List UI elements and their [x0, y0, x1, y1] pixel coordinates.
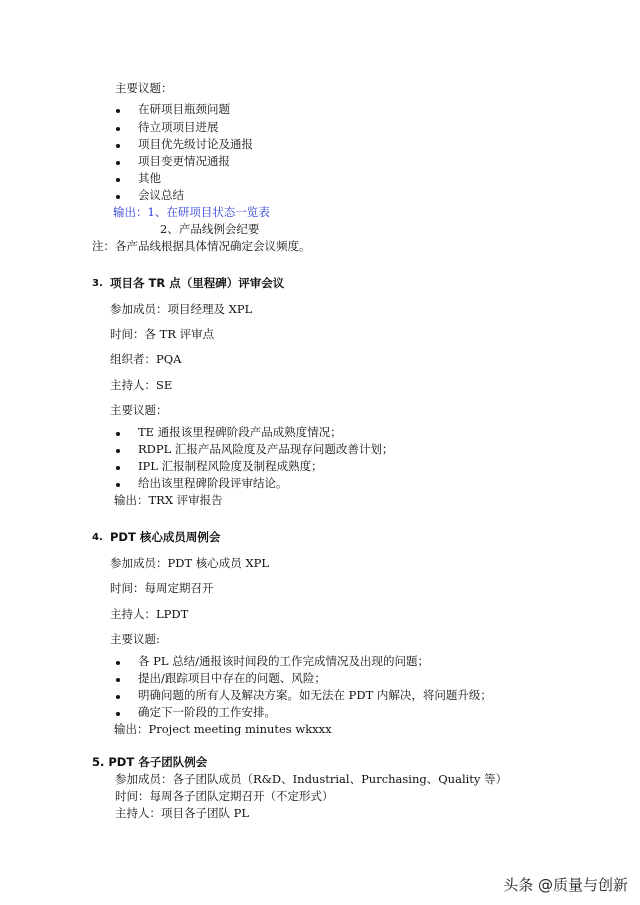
host: 主持人：项目各子团队 PL — [115, 806, 250, 820]
bullet-dot — [116, 144, 120, 148]
list-item: 提出/跟踪项目中存在的问题、风险； — [138, 671, 326, 685]
section-heading: 5. PDT 各子团队例会 — [92, 755, 208, 769]
time: 时间：各 TR 评审点 — [110, 327, 215, 341]
bullet-dot — [116, 161, 120, 165]
bullet-dot — [116, 712, 120, 716]
list-item: TE 通报该里程碑阶段产品成熟度情况； — [138, 425, 342, 439]
host: 主持人：SE — [110, 378, 173, 392]
bullet-dot — [116, 695, 120, 699]
list-item: 明确问题的所有人及解决方案。如无法在 PDT 内解决，将问题升级； — [138, 688, 492, 702]
organizer: 组织者：PQA — [110, 352, 182, 366]
list-item: 在研项目瓶颈问题 — [138, 102, 230, 116]
bullet-dot — [116, 449, 120, 453]
list-item: 各 PL 总结/通报该时间段的工作完成情况及出现的问题； — [138, 654, 430, 668]
list-item: 给出该里程碑阶段评审结论。 — [138, 476, 288, 490]
output-line-2: 2、产品线例会纪要 — [160, 222, 260, 236]
list-item: 项目变更情况通报 — [138, 154, 230, 168]
host: 主持人：LPDT — [110, 607, 189, 621]
list-item: 待立项项目进展 — [138, 120, 219, 134]
list-item: 确定下一阶段的工作安排。 — [138, 705, 276, 719]
list-item: RDPL 汇报产品风险度及产品现存问题改善计划； — [138, 442, 394, 456]
participants: 参加成员：各子团队成员（R&D、Industrial、Purchasing、Quality 等） — [115, 772, 508, 786]
bullet-dot — [116, 178, 120, 182]
bullet-dot — [116, 127, 120, 131]
section-number: 3. — [92, 278, 103, 289]
list-item: 会议总结 — [138, 188, 184, 202]
bullet-dot — [116, 195, 120, 199]
output-line-1: 输出：1、在研项目状态一览表 — [113, 205, 270, 219]
bullet-dot — [116, 661, 120, 665]
time: 时间：每周各子团队定期召开（不定形式） — [115, 789, 334, 803]
bullet-dot — [116, 432, 120, 436]
bullet-dot — [116, 483, 120, 487]
output-line: 输出：Project meeting minutes wkxxx — [114, 722, 332, 736]
bullet-dot — [116, 466, 120, 470]
bullet-dot — [116, 109, 120, 113]
section-heading: PDT 核心成员周例会 — [110, 530, 221, 544]
agenda-label: 主要议题: — [110, 632, 160, 646]
section-heading: 项目各 TR 点（里程碑）评审会议 — [110, 276, 285, 290]
list-item: 项目优先级讨论及通报 — [138, 137, 253, 151]
watermark: 头条 @质量与创新 — [503, 876, 628, 894]
agenda-label: 主要议题： — [110, 403, 168, 417]
output-line: 输出：TRX 评审报告 — [114, 493, 223, 507]
note: 注：各产品线根据具体情况确定会议频度。 — [92, 239, 311, 253]
time: 时间：每周定期召开 — [110, 581, 214, 595]
section-number: 4. — [92, 532, 103, 543]
agenda-label: 主要议题： — [115, 81, 173, 95]
participants: 参加成员：PDT 核心成员 XPL — [110, 556, 269, 570]
list-item: IPL 汇报制程风险度及制程成熟度； — [138, 459, 323, 473]
list-item: 其他 — [138, 171, 161, 185]
participants: 参加成员：项目经理及 XPL — [110, 302, 253, 316]
bullet-dot — [116, 678, 120, 682]
